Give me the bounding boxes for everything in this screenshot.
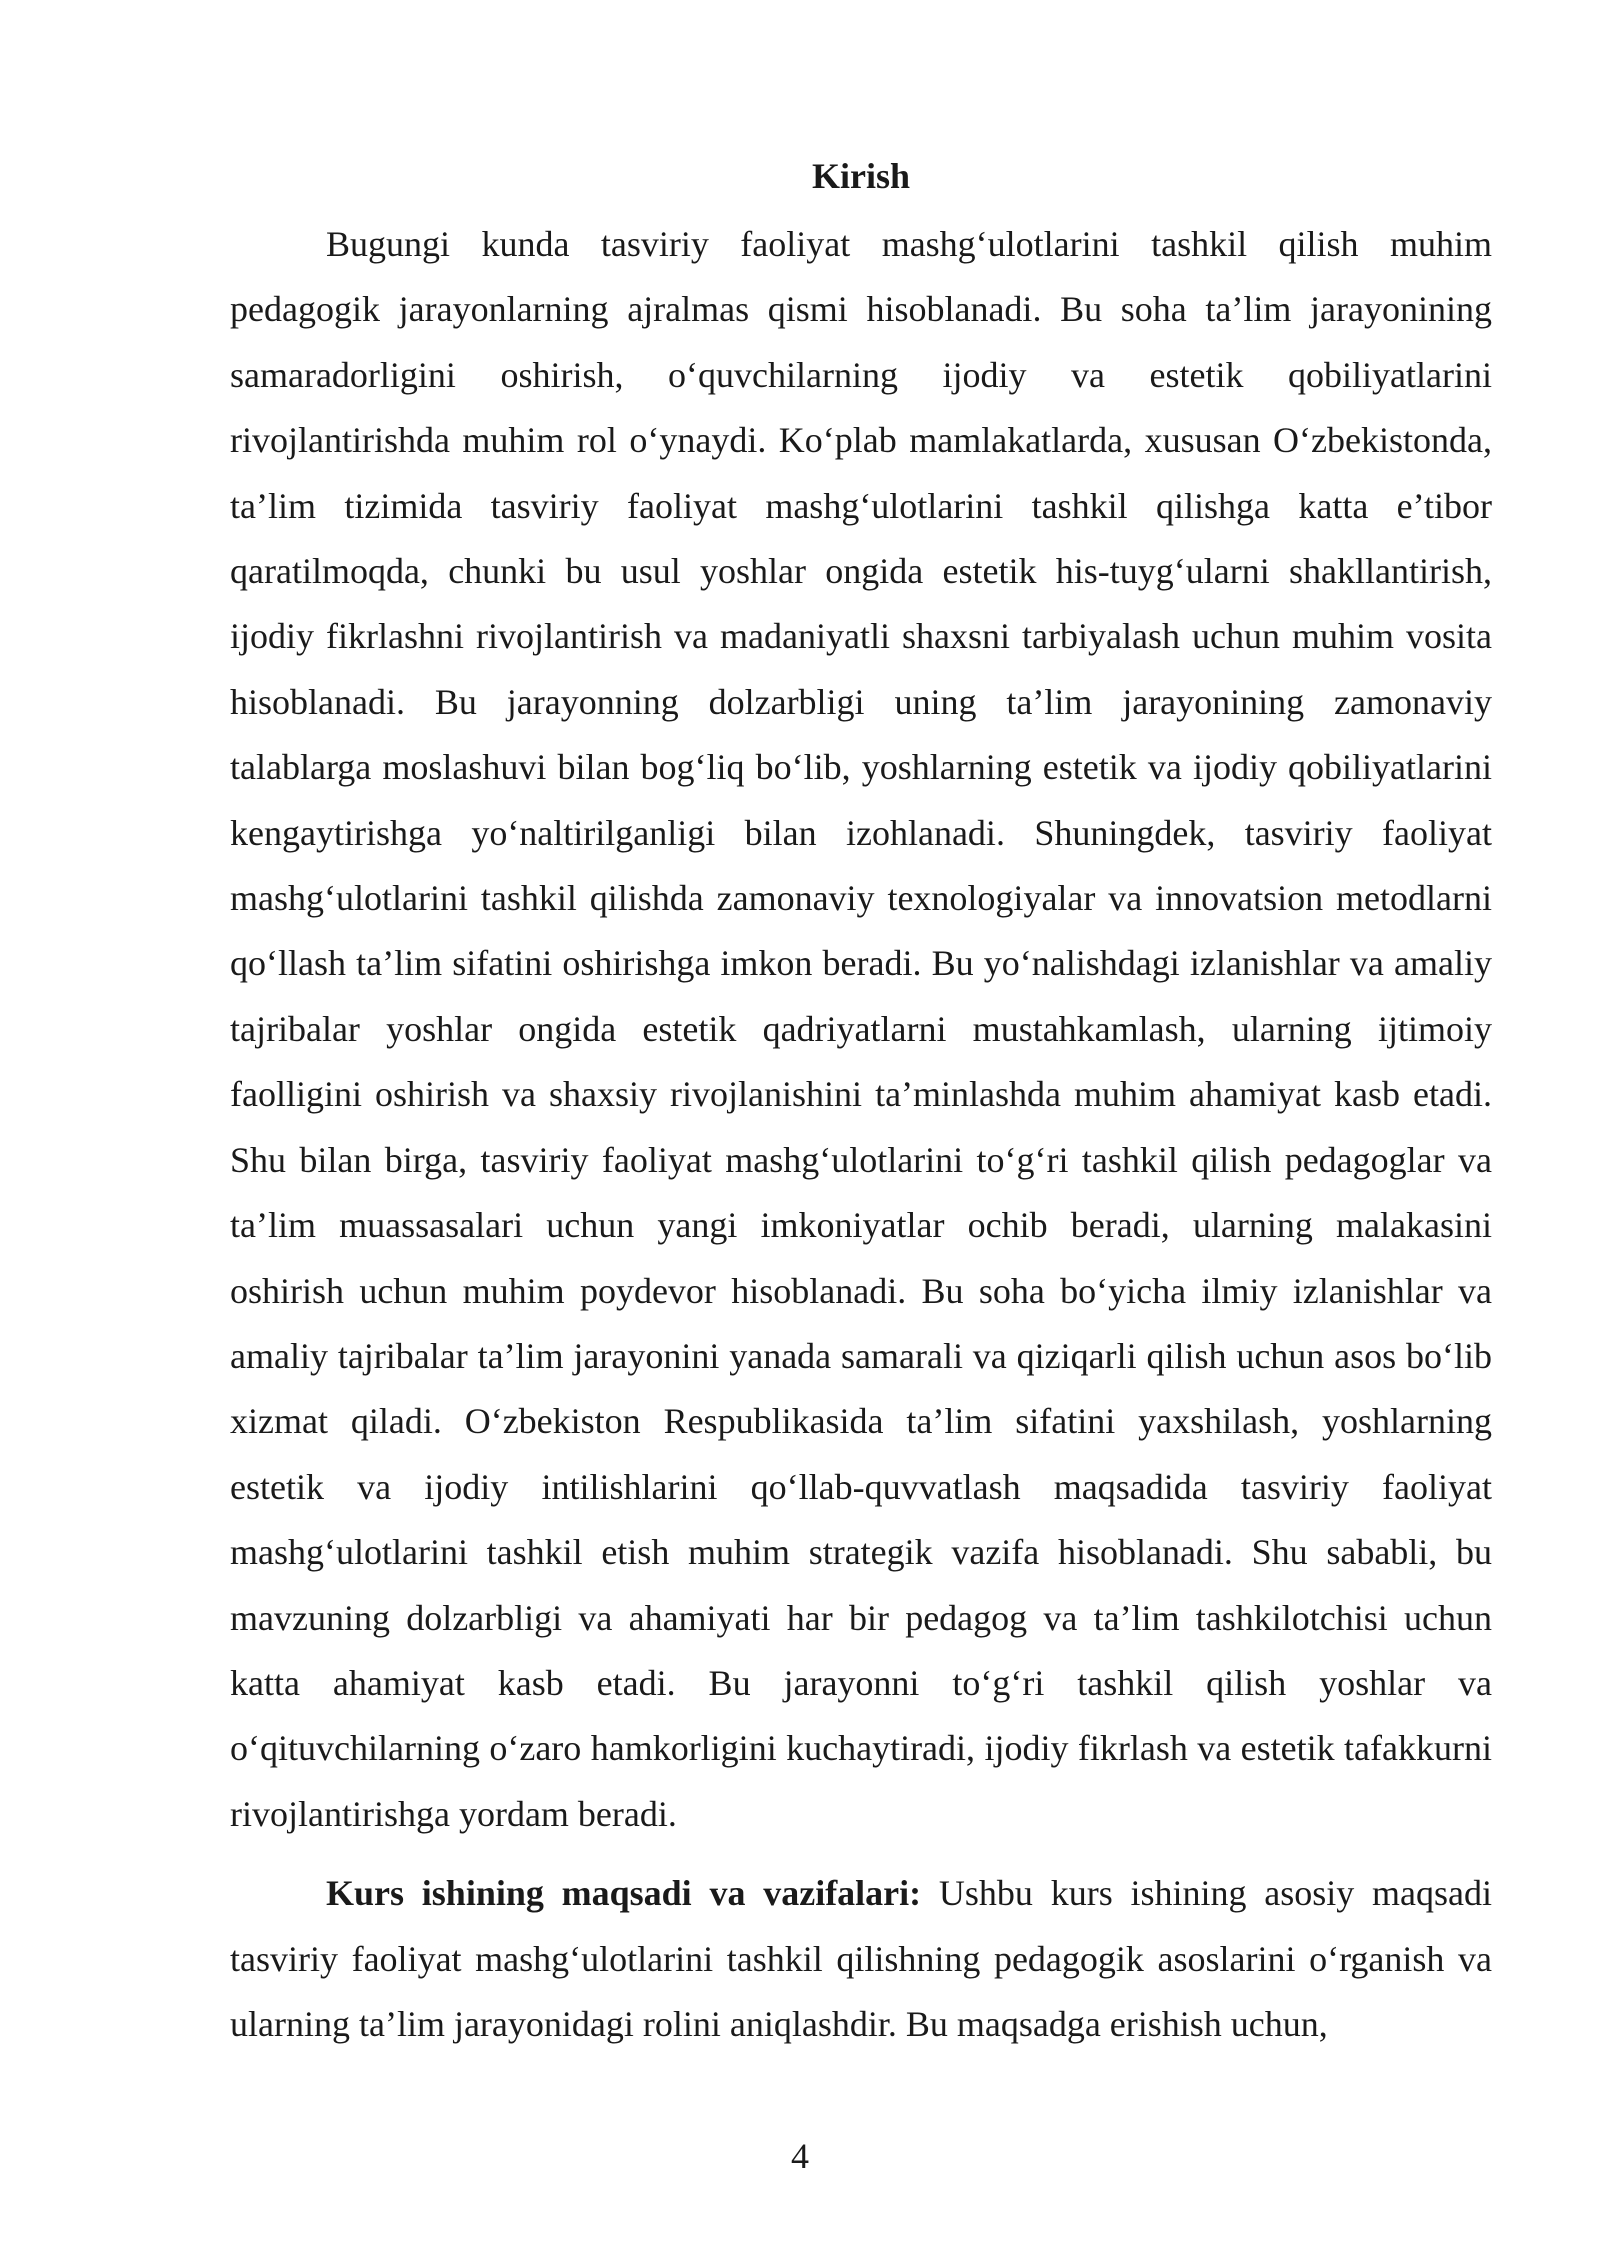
- section-heading: Kirish: [811, 156, 910, 196]
- document-page: [230, 148, 1492, 2057]
- page-number: 4: [791, 2136, 809, 2176]
- introduction-paragraph: Bugungi kunda tasviriy faoliyat mashg‘ulotlarini tashkil qilish muhim pedagogik jarayonlarning ajralmas qismi hisoblanadi. Bu soha ta’lim jarayonining samaradorligini oshirish, o‘quvchilarning ijodiy va estetik qobiliyatlarini rivojlantirishda muhim rol o‘ynaydi. Ko‘plab mamlakatlarda, xususan O‘zbekistonda, ta’lim tizimida tasviriy faoliyat mashg‘ulotlarini tashkil qilishga katta e’tibor qaratilmoqda, chunki bu usul yoshlar ongida estetik his-tuyg‘ularni shakllantirish, ijodiy fikrlashni rivojlantirish va madaniyatli shaxsni tarbiyalash uchun muhim vosita hisoblanadi. Bu jarayonning dolzarbligi uning ta’lim jarayonining zamonaviy talablarga moslashuvi bilan bog‘liq bo‘lib, yoshlarning estetik va ijodiy qobiliyatlarini kengaytirishga yo‘naltirilganligi bilan izohlanadi. Shuningdek, tasviriy faoliyat mashg‘ulotlarini tashkil qilishda zamonaviy texnologiyalar va innovatsion metodlarni qo‘llash ta’lim sifatini oshirishga imkon beradi. Bu yo‘nalishdagi izlanishlar va amaliy tajribalar yoshlar ongida estetik qadriyatlarni mustahkamlash, ularning ijtimoiy faolligini oshirish va shaxsiy rivojlanishini ta’minlashda muhim ahamiyat kasb etadi. Shu bilan birga, tasviriy faoliyat mashg‘ulotlarini to‘g‘ri tashkil qilish pedagoglar va ta’lim muassasalari uchun yangi imkoniyatlar ochib beradi, ularning malakasini oshirish uchun muhim poydevor hisoblanadi. Bu soha bo‘yicha ilmiy izlanishlar va amaliy tajribalar ta’lim jarayonini yanada samarali va qiziqarli qilish uchun asos bo‘lib xizmat qiladi. O‘zbekiston Respublikasida ta’lim sifatini yaxshilash, yoshlarning estetik va ijodiy intilishlarini qo‘llab-quvvatlash maqsadida tasviriy faoliyat mashg‘ulotlarini tashkil etish muhim strategik vazifa hisoblanadi. Shu sababli, bu mavzuning dolzarbligi va ahamiyati har bir pedagog va ta’lim tashkilotchisi uchun katta ahamiyat kasb etadi. Bu jarayonni to‘g‘ri tashkil qilish yoshlar va o‘qituvchilarning o‘zaro hamkorligini kuchaytiradi, ijodiy fikrlash va estetik tafakkurni rivojlantirishga yordam beradi.: [230, 224, 1492, 1834]
- goals-text: Ushbu kurs ishining asosiy maqsadi tasviriy faoliyat mashg‘ulotlarini tashkil qilishning pedagogik asoslarini o‘rganish va ularning ta’lim jarayonidagi rolini aniqlashdir. Bu maqsadga erishish uchun,: [230, 1873, 1492, 2044]
- goals-label: Kurs ishining maqsadi va vazifalari:: [326, 1873, 922, 1914]
- goals-paragraph: [230, 1861, 1492, 2057]
